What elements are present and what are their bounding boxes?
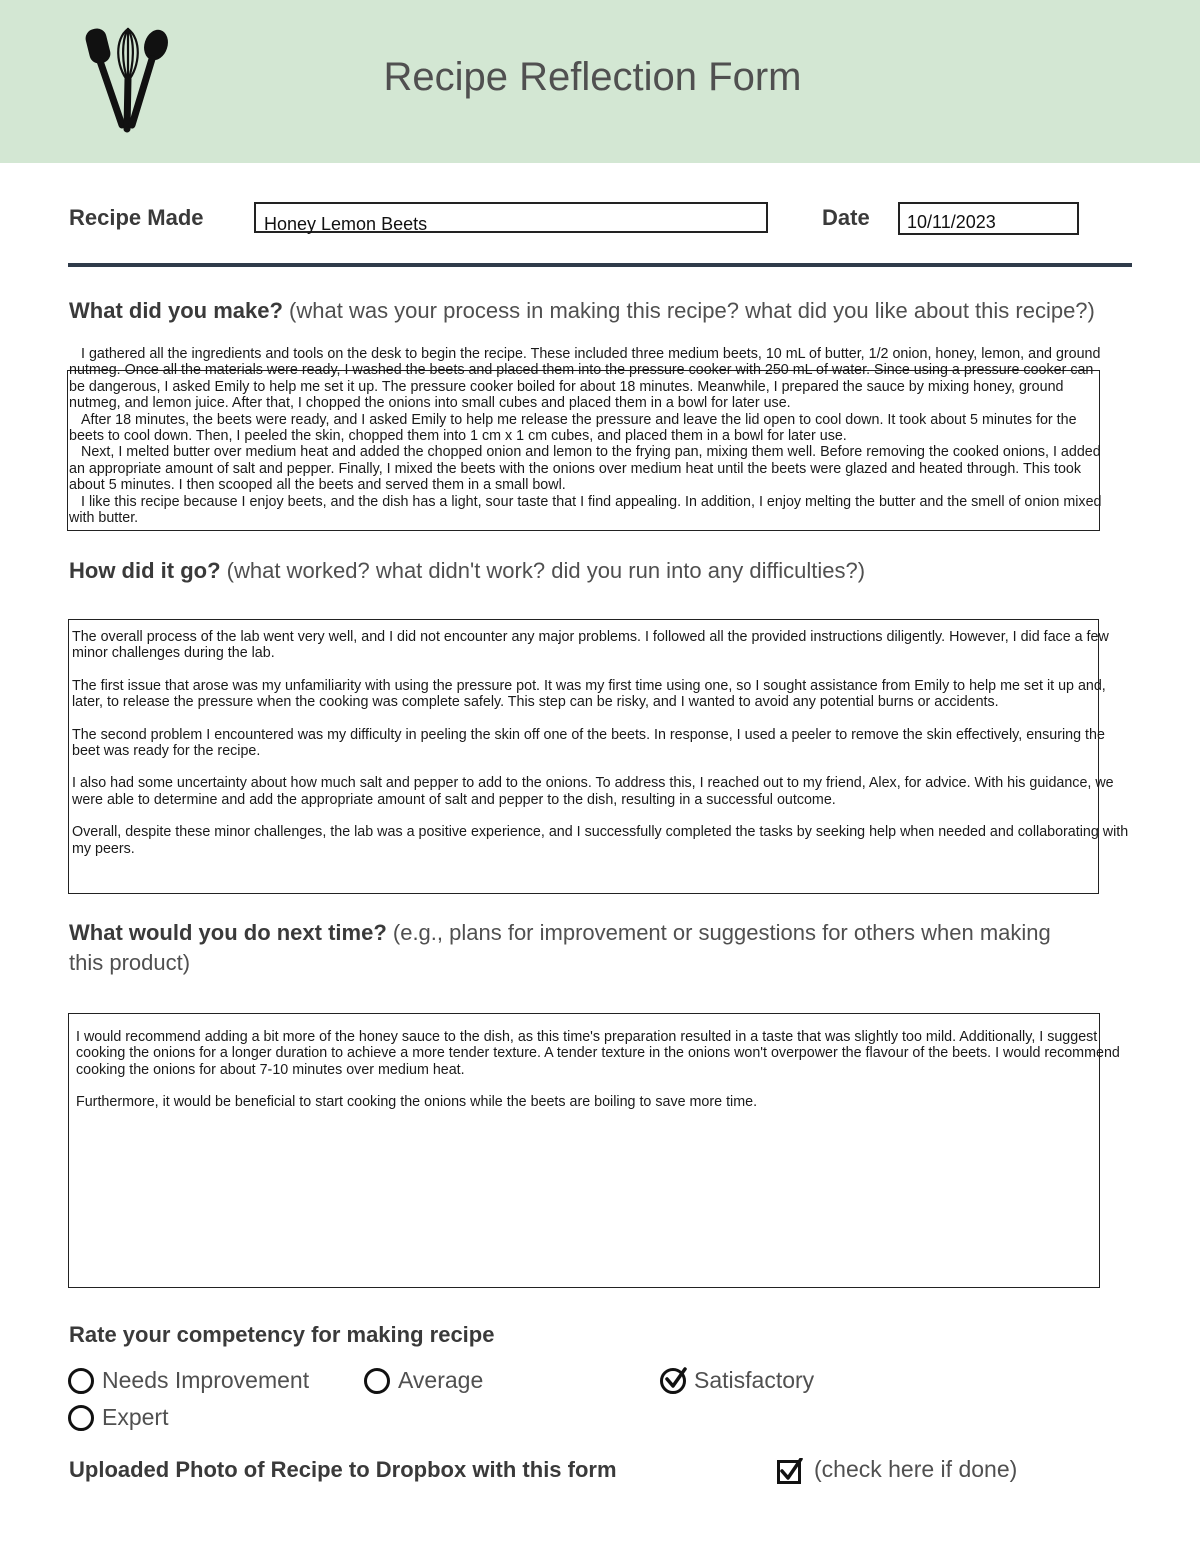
check-mark-icon	[662, 1366, 688, 1392]
option-label: Average	[398, 1367, 484, 1393]
question-title: What did you make?	[69, 298, 283, 323]
answer-paragraph: I also had some uncertainty about how much salt and pepper to add to the onions. To address this, I reached out to my friend, Alex, for advice. With his guidance, we were able to determine and add the appropriate amount of salt and pepper to the dish, resulting in a successful outcome.	[72, 775, 1114, 808]
divider	[68, 263, 1132, 267]
answer-paragraph: Furthermore, it would be beneficial to start cooking the onions while the beets are boiling to save more time.	[76, 1094, 758, 1111]
question-hint: (what worked? what didn't work? did you run into any difficulties?)	[220, 558, 866, 583]
page-title: Recipe Reflection Form	[383, 55, 802, 99]
answer-paragraph: Next, I melted butter over medium heat and added the chopped onion and lemon to the frying pan, mixing them well. Before removing the cooked onions, I added an appropriate amount of salt and pepper. Finally, I mixed the beets with the onions over medium heat until the beets were glazed and heated through. This took about 5 minutes. I then scooped all the beets and served them in a small bowl.	[69, 444, 1101, 494]
question-hint: (what was your process in making this recipe? what did you like about this recipe?)	[282, 298, 1095, 323]
recipe-made-field[interactable]: Honey Lemon Beets	[254, 202, 768, 233]
what-made-answer[interactable]	[69, 346, 1105, 526]
question-next-time	[69, 918, 1069, 978]
rating-title: Rate your competency for making recipe	[69, 1322, 495, 1347]
answer-paragraph: I gathered all the ingredients and tools on the desk to begin the recipe. These included three medium beets, 10 mL of butter, 1/2 onion, honey, lemon, and ground nutmeg. Once all the materials were ready, I washed the beets and placed them into the pressure cooker with 250 mL of water. Since using a pressure cooker can be dangerous, I asked Emily to help me set it up. The pressure cooker boiled for about 18 minutes. Meanwhile, I prepared the sauce by mixing honey, ground nutmeg, and lemon juice. After that, I chopped the onions into small cubes and placed them in a bowl for later use.	[69, 346, 1101, 412]
date-label: Date	[822, 205, 870, 230]
answer-paragraph: I like this recipe because I enjoy beets, and the dish has a light, sour taste that I find appealing. In addition, I enjoy melting the butter and the smell of onion mixed with butter.	[69, 493, 1102, 527]
answer-paragraph: The overall process of the lab went very well, and I did not encounter any major problems. I followed all the provided instructions diligently. However, I did face a few minor challenges during the lab.	[72, 629, 1109, 662]
radio-unchecked-icon[interactable]	[68, 1405, 94, 1431]
question-what-made	[69, 296, 1129, 326]
option-label: Needs Improvement	[102, 1367, 310, 1393]
answer-paragraph: Overall, despite these minor challenges, the lab was a positive experience, and I successfully completed the tasks by seeking help when needed and collaborating with my peers.	[72, 824, 1129, 857]
question-title: What would you do next time?	[69, 920, 387, 945]
question-title: How did it go?	[69, 558, 221, 583]
recipe-made-label: Recipe Made	[69, 205, 204, 230]
how-go-answer[interactable]	[72, 629, 1132, 857]
header-banner	[0, 0, 1200, 163]
upload-checkbox[interactable]	[777, 1458, 803, 1484]
answer-paragraph: After 18 minutes, the beets were ready, and I asked Emily to help me release the pressure and leave the lid open to cool down. It took about 5 minutes for the beets to cool down. Then, I peeled the skin, chopped them into 1 cm x 1 cm cubes, and placed them in a bowl for later use.	[69, 411, 1077, 445]
radio-unchecked-icon[interactable]	[68, 1368, 94, 1394]
option-label: Satisfactory	[694, 1367, 815, 1393]
answer-paragraph: The first issue that arose was my unfamiliarity with using the pressure pot. It was my first time using one, so I sought assistance from Emily to help me set it up and, later, to release the pressure when the cooking was complete safely. This step can be risky, and I wanted to avoid any potential burns or accidents.	[72, 677, 1106, 711]
answer-paragraph: I would recommend adding a bit more of the honey sauce to the dish, as this time's preparation resulted in a taste that was slightly too mild. Additionally, I suggest cooking the onions for a longer duration to achieve a more tender texture. A tender texture in the onions won't overpower the flavour of the beets. I would recommend cooking the onions for about 7-10 minutes over medium heat.	[76, 1029, 1120, 1078]
upload-title: Uploaded Photo of Recipe to Dropbox with this form	[69, 1457, 617, 1482]
question-how-go	[69, 556, 1129, 586]
upload-check-note: (check here if done)	[814, 1456, 1018, 1482]
next-time-answer[interactable]	[76, 1029, 1130, 1111]
option-label: Expert	[102, 1404, 169, 1430]
answer-paragraph: The second problem I encountered was my difficulty in peeling the skin off one of the beets. In response, I used a peeler to remove the skin effectively, ensuring the beet was ready for the recipe.	[72, 726, 1105, 760]
question-hint: (e.g., plans for improvement or suggestions for others when making this product)	[69, 920, 1051, 975]
date-field[interactable]: 10/11/2023	[898, 202, 1079, 235]
radio-unchecked-icon[interactable]	[364, 1368, 390, 1394]
